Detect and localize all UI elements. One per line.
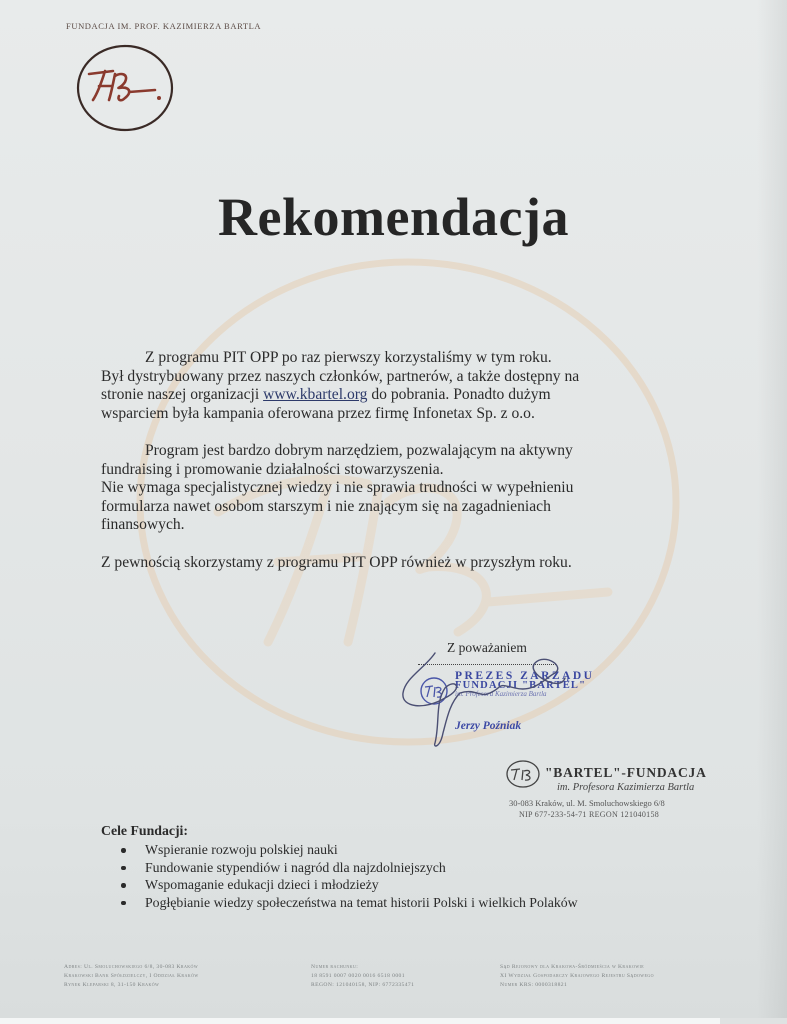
goals-heading: Cele Fundacji: bbox=[101, 823, 188, 838]
goal-item: Wspomaganie edukacji dzieci i młodzieży bbox=[101, 876, 578, 894]
body-line: fundraising i promowanie działalności stowarzyszenia. bbox=[101, 460, 444, 478]
foundation-stamp-subtitle: im. Profesora Kazimierza Bartla bbox=[557, 782, 695, 793]
paragraph-1 bbox=[101, 349, 665, 423]
body-line: Nie wymaga specjalistycznej wiedzy i nie sprawia trudności w wypełnieniu bbox=[101, 479, 574, 497]
paragraph-3 bbox=[101, 554, 665, 573]
footer-line: Rynek Kleparski 8, 31-150 Kraków bbox=[64, 982, 160, 988]
goal-item: Wspieranie rozwoju polskiej nauki bbox=[101, 841, 578, 859]
body-text-segment: stronie naszej organizacji bbox=[101, 386, 260, 404]
body-line: wsparciem była kampania oferowana przez firmę Infonetax Sp. z o.o. bbox=[101, 404, 535, 422]
page-bottom-edge bbox=[0, 1018, 720, 1024]
footer-line: Sąd Rejonowy dla Krakowa-Śródmieścia w Krakowie bbox=[500, 964, 645, 970]
foundation-stamp-logo-icon bbox=[505, 759, 541, 789]
body-line: Program jest bardzo dobrym narzędziem, pozwalającym na aktywny bbox=[145, 441, 573, 459]
goal-item: Fundowanie stypendiów i nagród dla najzdolniejszych bbox=[101, 859, 578, 877]
foundation-stamp-name: "BARTEL"-FUNDACJA bbox=[545, 765, 707, 780]
footer-line: Adres: Ul. Smoluchowskiego 6/8, 30-083 Kraków bbox=[64, 964, 199, 970]
footer-line: Numer KRS: 0000318821 bbox=[500, 982, 568, 988]
footer-line: Krakowski Bank Spółdzielczy, I Oddział Kraków bbox=[64, 973, 199, 979]
stamp-organization: FUNDACJI "BARTEL" bbox=[455, 680, 587, 691]
footer-line: 18 8591 0007 0020 0016 6518 0001 bbox=[311, 973, 405, 979]
footer-line: Numer rachunku: bbox=[311, 964, 359, 970]
body-line: formularza nawet osobom starszym i nie znającym się na zagadnieniach bbox=[101, 497, 551, 515]
foundation-stamp-ids: NIP 677-233-54-71 REGON 121040158 bbox=[519, 810, 660, 819]
body-line: Był dystrybuowany przez naszych członków, partnerów, a także dostępny na bbox=[101, 367, 580, 385]
footer-line: XI Wydział Gospodarczy Krajowego Rejestru Sądowego bbox=[500, 973, 654, 979]
goal-item: Pogłębianie wiedzy społeczeństwa na temat historii Polski i wielkich Polaków bbox=[101, 894, 578, 912]
document-title: Rekomendacja bbox=[218, 187, 569, 247]
handwritten-signature-icon bbox=[395, 648, 595, 748]
letter-body bbox=[101, 349, 665, 591]
footer-line: REGON: 121040158, NIP: 6772335471 bbox=[311, 982, 415, 988]
paragraph-2 bbox=[101, 442, 665, 535]
foundation-logo-icon bbox=[75, 44, 175, 132]
body-text-segment: do pobrania. Ponadto dużym bbox=[371, 386, 551, 404]
stamp-subtitle: im. Profesora Kazimierza Bartla bbox=[455, 690, 547, 698]
body-line: Z programu PIT OPP po raz pierwszy korzystaliśmy w tym roku. bbox=[145, 349, 552, 366]
closing-salutation: Z poważaniem bbox=[447, 640, 527, 655]
signatory-name: Jerzy Poźniak bbox=[455, 720, 522, 732]
website-link[interactable]: www.kbartel.org bbox=[263, 386, 368, 404]
goals-list bbox=[101, 841, 578, 911]
footer-registry-column bbox=[500, 963, 654, 990]
stamp-title: PREZES ZARZĄDU bbox=[455, 670, 595, 682]
foundation-stamp-address: 30-083 Kraków, ul. M. Smoluchowskiego 6/8 bbox=[509, 798, 665, 808]
body-line: finansowych. bbox=[101, 516, 185, 534]
foundation-goals bbox=[101, 823, 578, 911]
footer-bank-column bbox=[311, 963, 414, 990]
body-line: Z pewnością skorzystamy z programu PIT OPP również w przyszłym roku. bbox=[101, 553, 572, 571]
letterhead-organization: FUNDACJA IM. PROF. KAZIMIERZA BARTLA bbox=[66, 21, 262, 31]
body-line-with-link bbox=[101, 386, 665, 405]
footer-address-column bbox=[64, 963, 199, 990]
